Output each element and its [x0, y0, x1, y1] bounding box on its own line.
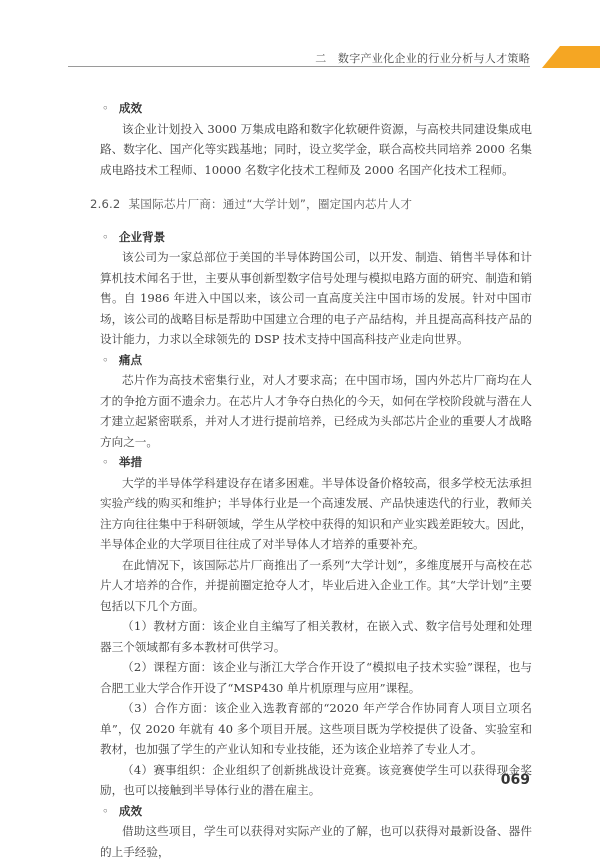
paragraph-item-3: （3）合作方面：该企业入选教育部的“2020 年产学合作协同育人项目立项名单”，仅 2020 年就有 40 多个项目开展。这些项目既为学校提供了设备、实验室和教材，也加强了学生的产业认知和专业技能，还为该企业培养了专业人才。	[100, 701, 532, 756]
paragraph-background: 该公司为一家总部位于美国的半导体跨国公司，以开发、制造、销售半导体和计算机技术闻名于世，主要从事创新型数字信号处理与模拟电路方面的研究、制造和销售。自 1986 年进入中国以来，该公司一直高度关注中国市场的发展。针对中国市场，该公司的战略目标是帮助中国建立合理的电子产品结构，并且提高高科技产品的设计能力，力求以全球领先的 DSP 技术支持中国高科技产业走向世界。	[100, 250, 532, 346]
bullet-heading-pain: ◦ 痛点	[102, 352, 143, 367]
paragraph-item-1: （1）教材方面：该企业自主编写了相关教材，在嵌入式、数字信号处理和处理器三个领域都有多本教材可供学习。	[100, 619, 532, 654]
bullet-circle-icon: ◦	[102, 229, 109, 244]
bullet-circle-icon: ◦	[102, 352, 109, 367]
paragraph-item-4: （4）赛事组织：企业组织了创新挑战设计竞赛。该竞赛使学生可以获得现金奖励，也可以接触到半导体行业的潜在雇主。	[100, 762, 532, 797]
bullet-circle-icon: ◦	[102, 455, 109, 469]
paragraph-result: 该企业计划投入 3000 万集成电路和数字化软硬件资源，与高校共同建设集成电路、数字化、国产化等实践基地；同时，设立奖学金，联合高校共同培养 2000 名集成电路技术工程师、10000 名数字化技术工程师及 2000 名国产化技术工程师。	[100, 121, 532, 177]
bullet-heading-result: ◦ 成效	[102, 101, 143, 115]
paragraph-item-2: （2）课程方面：该企业与浙江大学合作开设了“模拟电子技术实验”课程，也与合肥工业大学合作开设了“MSP430 单片机原理与应用”课程。	[100, 660, 532, 695]
page-header	[0, 0, 600, 68]
paragraph-result-2: 借助这些项目，学生可以获得对实际产业的了解，也可以获得对最新设备、器件的上手经验，	[100, 824, 532, 859]
page-body	[90, 98, 532, 862]
paragraph-measures-2: 在此情况下，该国际芯片厂商推出了一系列“大学计划”，多维度展开与高校在芯片人才培养的合作，并提前圈定抢夺人才，毕业后进入企业工作。其“大学计划”主要包括以下几个方面。	[100, 557, 532, 613]
section-title: 2.6.2 某国际芯片厂商：通过“大学计划”，圈定国内芯片人才	[90, 197, 413, 211]
header-rule	[68, 66, 530, 67]
bullet-heading-measures: ◦ 举措	[102, 455, 143, 469]
bullet-heading-result-2: ◦ 成效	[102, 803, 143, 818]
paragraph-pain: 芯片作为高技术密集行业，对人才要求高；在中国市场，国内外芯片厂商均在人才的争抢方面不遗余力。在芯片人才争夺白热化的今天，如何在学校阶段就与潜在人才建立起紧密联系，并对人才进行提前培养，已经成为头部芯片企业的重要人才战略方向之一。	[100, 373, 532, 449]
bullet-circle-icon: ◦	[102, 803, 109, 818]
bullet-heading-background: ◦ 企业背景	[102, 229, 166, 244]
paragraph-measures-1: 大学的半导体学科建设存在诸多困难。半导体设备价格较高，很多学校无法承担实验产线的购买和维护；半导体行业是一个高速发展、产品快速迭代的行业，教师关注方向往往集中于科研领域，学生从学校中获得的知识和产业实践差距较大。因此，半导体企业的大学项目往往成了对半导体人才培养的重要补充。	[100, 475, 532, 551]
page-number: 069	[500, 772, 530, 788]
chapter-running-title: 二 数字产业化企业的行业分析与人才策略	[315, 52, 530, 65]
bullet-circle-icon: ◦	[102, 101, 109, 115]
header-accent-tab	[542, 46, 600, 68]
